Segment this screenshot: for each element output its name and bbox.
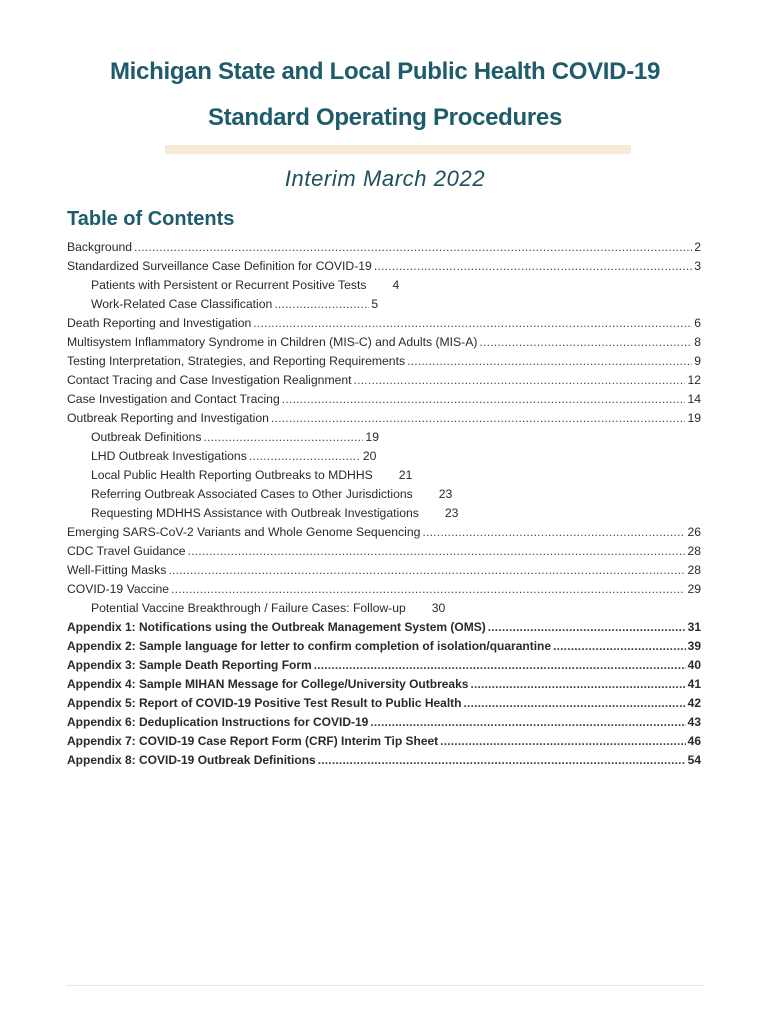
toc-subentry-requesting-mdhhs-assistance[interactable]: Requesting MDHHS Assistance with Outbreak Investigations 23 [91,506,459,520]
toc-entry-testing-interpretation[interactable]: Testing Interpretation, Strategies, and Reporting Requirements ..... 9 [67,354,701,373]
toc-entry-appendix-2[interactable]: Appendix 2: Sample language for letter to confirm completion of isolation/quarantine ..... 39 [67,639,701,658]
toc-entry-background[interactable]: Background ..... 2 [67,240,701,259]
document-title-line-1: Michigan State and Local Public Health COVID-19 [109,58,660,85]
toc-entry-cdc-travel-guidance[interactable]: CDC Travel Guidance ..... 28 [67,544,701,563]
toc-subentry-lhd-outbreak-investigations[interactable]: LHD Outbreak Investigations ..... 20 [67,449,701,468]
toc-entry-appendix-6[interactable]: Appendix 6: Deduplication Instructions for COVID-19 ..... 43 [67,715,701,734]
toc-entry-case-investigation[interactable]: Case Investigation and Contact Tracing ..... 14 [67,392,701,411]
toc-entry-appendix-4[interactable]: Appendix 4: Sample MIHAN Message for College/University Outbreaks ..... 41 [67,677,701,696]
document-subtitle: Interim March 2022 [284,166,486,191]
toc-entry-contact-tracing-realignment[interactable]: Contact Tracing and Case Investigation Realignment ..... 12 [67,373,701,392]
toc-entry-outbreak-reporting[interactable]: Outbreak Reporting and Investigation ..... 19 [67,411,701,430]
toc-subentry-outbreak-definitions[interactable]: Outbreak Definitions ..... 19 [67,430,701,449]
toc-entry-appendix-7[interactable]: Appendix 7: COVID-19 Case Report Form (CRF) Interim Tip Sheet ..... 46 [67,734,701,753]
toc-entry-case-definition[interactable]: Standardized Surveillance Case Definition for COVID-19 ..... 3 [67,259,701,278]
toc-entry-death-reporting[interactable]: Death Reporting and Investigation ..... 6 [67,316,701,335]
toc-subentry-referring-cases[interactable]: Referring Outbreak Associated Cases to Other Jurisdictions 23 [91,487,453,501]
toc-entry-variants-sequencing[interactable]: Emerging SARS-CoV-2 Variants and Whole Genome Sequencing ..... 26 [67,525,701,544]
toc-subentry-reporting-to-mdhhs[interactable]: Local Public Health Reporting Outbreaks to MDHHS 21 [91,468,413,482]
document-title-line-2: Standard Operating Procedures [207,104,563,131]
toc-subentry-work-related-classification[interactable]: Work-Related Case Classification ..... 5 [67,297,701,316]
toc-entry-covid-vaccine[interactable]: COVID-19 Vaccine ..... 29 [67,582,701,601]
toc-subentry-vaccine-breakthrough[interactable]: Potential Vaccine Breakthrough / Failure Cases: Follow-up 30 [91,601,446,615]
toc-entry-appendix-5[interactable]: Appendix 5: Report of COVID-19 Positive Test Result to Public Health ..... 42 [67,696,701,715]
toc-subentry-persistent-positive-tests[interactable]: Patients with Persistent or Recurrent Positive Tests 4 [91,278,400,292]
table-of-contents [67,240,701,772]
toc-entry-appendix-8[interactable]: Appendix 8: COVID-19 Outbreak Definitions ..... 54 [67,753,701,772]
toc-entry-well-fitting-masks[interactable]: Well-Fitting Masks ..... 28 [67,563,701,582]
toc-entry-appendix-3[interactable]: Appendix 3: Sample Death Reporting Form ..... 40 [67,658,701,677]
toc-heading: Table of Contents [67,208,235,230]
toc-entry-mis-c-mis-a[interactable]: Multisystem Inflammatory Syndrome in Children (MIS-C) and Adults (MIS-A) ..... 8 [67,335,701,354]
footer-divider [66,985,704,986]
title-underline-divider [165,145,631,154]
toc-entry-appendix-1[interactable]: Appendix 1: Notifications using the Outbreak Management System (OMS) ..... 31 [67,620,701,639]
